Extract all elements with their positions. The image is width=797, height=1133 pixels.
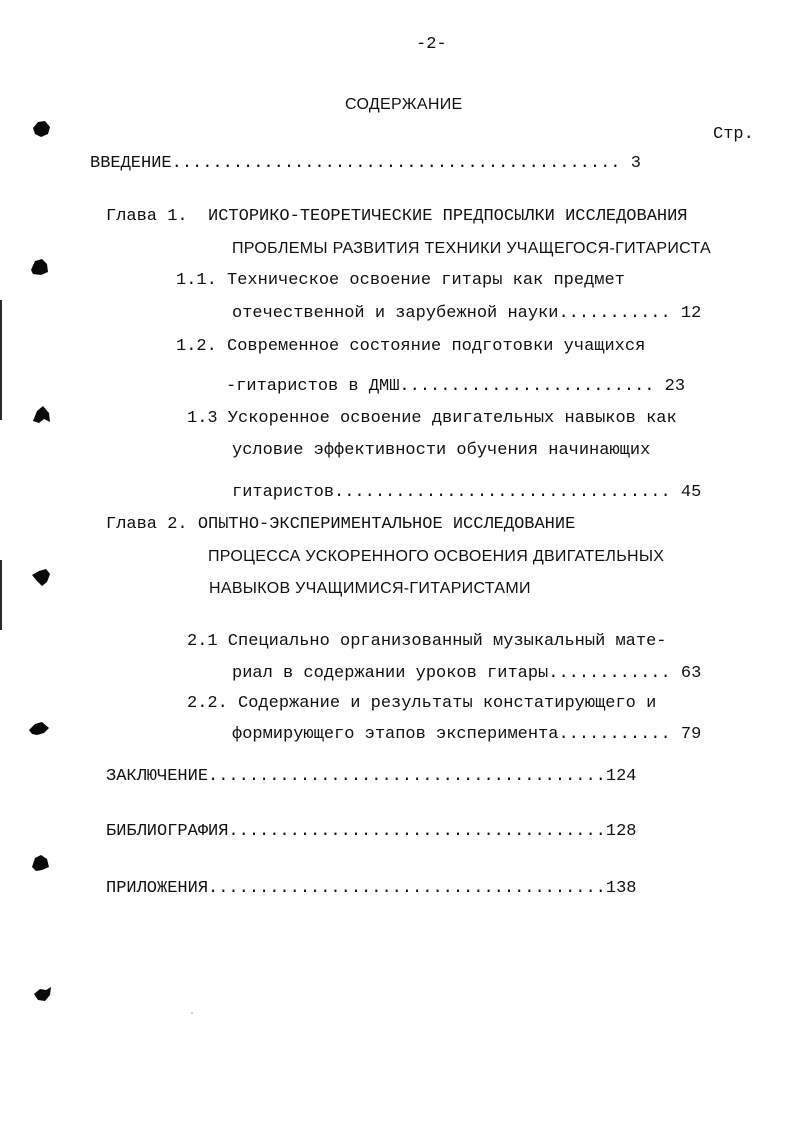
scan-edge-line [0,300,2,420]
toc-section-1-1-line2: отечественной и зарубежной науки........... 12 [232,304,702,323]
toc-section-2-2-line1: 2.2. Содержание и результаты констатирующего и [187,694,657,713]
toc-section-1-3-line2: условие эффективности обучения начинающих [232,441,651,460]
binding-hole-mark-icon [28,718,50,740]
toc-entry-bibliography: БИБЛИОГРАФИЯ.....................................128 [106,822,637,841]
toc-title: СОДЕРЖАНИЕ [345,96,463,113]
toc-section-1-3-line1: 1.3 Ускоренное освоение двигательных навыков как [187,409,677,428]
toc-chapter-1-line2: ПРОБЛЕМЫ РАЗВИТИЯ ТЕХНИКИ УЧАЩЕГОСЯ-ГИТАРИСТА [232,240,712,257]
binding-hole-mark-icon [29,256,51,278]
toc-chapter-2-line1: Глава 2. ОПЫТНО-ЭКСПЕРИМЕНТАЛЬНОЕ ИССЛЕДОВАНИЕ [106,515,576,534]
toc-section-2-2-line2: формирующего этапов эксперимента........... 79 [232,725,702,744]
scan-edge-line [0,560,2,630]
binding-hole-mark-icon [32,984,54,1006]
page-column-header: Стр. [713,125,754,144]
page-number: -2- [416,35,447,54]
toc-entry-appendices: ПРИЛОЖЕНИЯ.......................................138 [106,879,637,898]
toc-entry-introduction: ВВЕДЕНИЕ............................................ 3 [90,154,641,173]
toc-section-2-1-line2: риал в содержании уроков гитары............ 63 [232,664,702,683]
toc-chapter-1-line1: Глава 1. ИСТОРИКО-ТЕОРЕТИЧЕСКИЕ ПРЕДПОСЫЛКИ ИССЛЕДОВАНИЯ [106,207,688,226]
toc-section-1-2-line1: 1.2. Современное состояние подготовки учащихся [176,337,646,356]
scan-speck [191,1012,193,1014]
toc-chapter-2-line3: НАВЫКОВ УЧАЩИМИСЯ-ГИТАРИСТАМИ [209,580,531,597]
binding-hole-mark-icon [30,404,52,426]
toc-entry-conclusion: ЗАКЛЮЧЕНИЕ.......................................124 [106,767,637,786]
binding-hole-mark-icon [29,852,51,874]
toc-section-2-1-line1: 2.1 Специально организованный музыкальный мате- [187,632,667,651]
toc-chapter-2-line2: ПРОЦЕССА УСКОРЕННОГО ОСВОЕНИЯ ДВИГАТЕЛЬНЫХ [208,548,665,565]
binding-hole-mark-icon [30,118,52,140]
toc-section-1-3-line3: гитаристов................................. 45 [232,483,702,502]
binding-hole-mark-icon [30,566,52,588]
toc-section-1-1-line1: 1.1. Техническое освоение гитары как предмет [176,271,625,290]
toc-section-1-2-line2: -гитаристов в ДМШ......................... 23 [226,377,686,396]
